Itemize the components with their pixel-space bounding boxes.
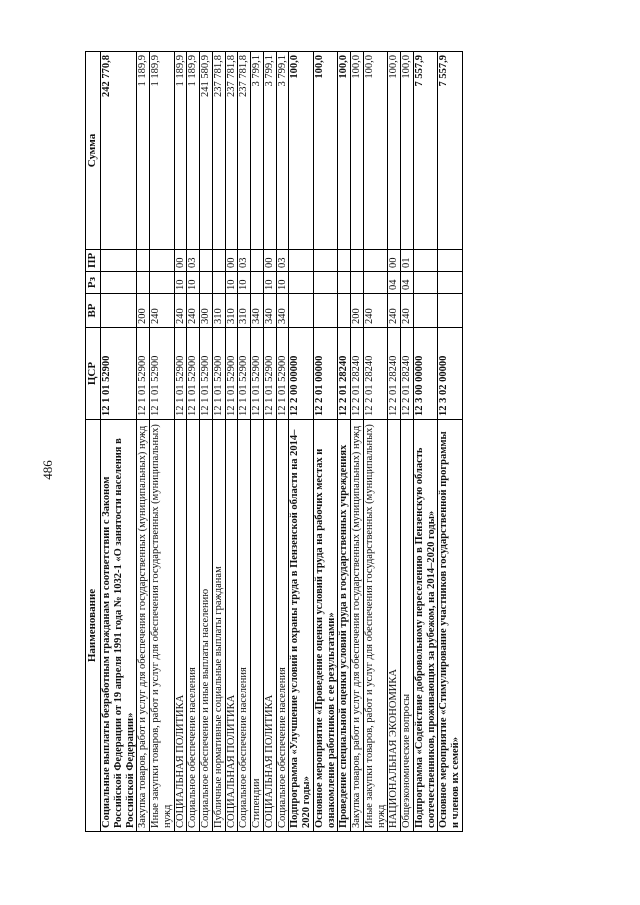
cell-vr: 340 <box>263 294 276 328</box>
cell-rz: 10 <box>174 272 187 294</box>
cell-pr <box>438 250 463 272</box>
table-row <box>351 52 364 832</box>
cell-rz <box>101 272 137 294</box>
cell-vr: 310 <box>225 294 238 328</box>
header-pr: ПР <box>86 250 101 272</box>
cell-name: Социальные выплаты безработным гражданам в соответствии с Законом Российской Федерации от 19 апреля 1991 года № 1032-1 «О занятости населения в Российской Федерации» <box>101 420 137 832</box>
cell-csr: 12 3 02 00000 <box>438 328 463 420</box>
cell-csr: 12 2 01 28240 <box>363 328 388 420</box>
cell-rz: 04 <box>401 272 414 294</box>
cell-rz <box>338 272 351 294</box>
cell-pr <box>251 250 264 272</box>
cell-rz <box>200 272 213 294</box>
cell-vr: 240 <box>174 294 187 328</box>
cell-csr: 12 1 01 52900 <box>150 328 175 420</box>
cell-csr: 12 1 01 52900 <box>225 328 238 420</box>
header-vr: ВР <box>86 294 101 328</box>
cell-vr: 240 <box>401 294 414 328</box>
cell-sum: 1 189,9 <box>150 52 175 250</box>
table-row <box>338 52 351 832</box>
cell-sum: 1 189,9 <box>174 52 187 250</box>
table-row <box>174 52 187 832</box>
cell-pr: 00 <box>263 250 276 272</box>
cell-vr: 200 <box>137 294 150 328</box>
table-row <box>413 52 438 832</box>
cell-rz <box>150 272 175 294</box>
cell-name: Закупка товаров, работ и услуг для обеспечения государственных (муниципальных) нужд <box>351 420 364 832</box>
cell-rz: 10 <box>238 272 251 294</box>
budget-table <box>85 51 463 832</box>
cell-rz <box>251 272 264 294</box>
cell-csr: 12 1 01 52900 <box>276 328 289 420</box>
cell-name: Социальное обеспечение населения <box>238 420 251 832</box>
cell-rz <box>137 272 150 294</box>
cell-pr: 03 <box>187 250 200 272</box>
cell-vr: 240 <box>363 294 388 328</box>
cell-csr: 12 1 01 52900 <box>251 328 264 420</box>
cell-sum: 3 799,1 <box>251 52 264 250</box>
cell-pr: 00 <box>388 250 401 272</box>
table-row <box>388 52 401 832</box>
cell-vr <box>313 294 338 328</box>
cell-csr: 12 1 01 52900 <box>137 328 150 420</box>
table-row <box>438 52 463 832</box>
table-row <box>225 52 238 832</box>
cell-name: Общеэкономические вопросы <box>401 420 414 832</box>
cell-pr <box>101 250 137 272</box>
cell-sum: 100,0 <box>363 52 388 250</box>
cell-name: Социальное обеспечение населения <box>276 420 289 832</box>
cell-rz: 10 <box>187 272 200 294</box>
table-row <box>101 52 137 832</box>
cell-vr <box>101 294 137 328</box>
cell-vr: 340 <box>251 294 264 328</box>
cell-name: Основное мероприятие «Стимулирование участников государственной программы и членов их семей» <box>438 420 463 832</box>
header-csr: ЦСР <box>86 328 101 420</box>
cell-name: Подпрограмма «Улучшение условий и охраны труда в Пензенской области на 2014–2020 годы» <box>289 420 314 832</box>
cell-sum: 237 781,8 <box>225 52 238 250</box>
cell-rz: 10 <box>225 272 238 294</box>
cell-csr: 12 2 01 28240 <box>351 328 364 420</box>
cell-sum: 3 799,1 <box>276 52 289 250</box>
cell-sum: 100,0 <box>338 52 351 250</box>
cell-pr: 00 <box>174 250 187 272</box>
cell-csr: 12 1 01 52900 <box>212 328 225 420</box>
cell-name: Стипендии <box>251 420 264 832</box>
cell-sum: 1 189,9 <box>137 52 150 250</box>
cell-name: Иные закупки товаров, работ и услуг для обеспечения государственных (муниципальных) нужд <box>363 420 388 832</box>
header-name: Наименование <box>86 420 101 832</box>
cell-csr: 12 2 00 00000 <box>289 328 314 420</box>
cell-rz <box>313 272 338 294</box>
cell-csr: 12 3 00 00000 <box>413 328 438 420</box>
cell-rz <box>289 272 314 294</box>
cell-sum: 3 799,1 <box>263 52 276 250</box>
cell-csr: 12 1 01 52900 <box>238 328 251 420</box>
table-header-row <box>86 52 101 832</box>
cell-name: Публичные нормативные социальные выплаты гражданам <box>212 420 225 832</box>
cell-vr: 310 <box>212 294 225 328</box>
table-row <box>251 52 264 832</box>
header-rz: Рз <box>86 272 101 294</box>
cell-csr: 12 1 01 52900 <box>187 328 200 420</box>
table-row <box>150 52 175 832</box>
table-row <box>276 52 289 832</box>
cell-vr: 340 <box>276 294 289 328</box>
cell-name: Социальное обеспечение населения <box>187 420 200 832</box>
cell-rz: 10 <box>276 272 289 294</box>
cell-name: СОЦИАЛЬНАЯ ПОЛИТИКА <box>174 420 187 832</box>
cell-sum: 242 770,8 <box>101 52 137 250</box>
cell-pr <box>413 250 438 272</box>
table-row <box>401 52 414 832</box>
cell-csr: 12 1 01 52900 <box>174 328 187 420</box>
cell-csr: 12 1 01 52900 <box>101 328 137 420</box>
cell-rz <box>413 272 438 294</box>
cell-sum: 100,0 <box>388 52 401 250</box>
table-row <box>187 52 200 832</box>
table-row <box>200 52 213 832</box>
cell-pr: 03 <box>276 250 289 272</box>
cell-csr: 12 2 01 00000 <box>313 328 338 420</box>
cell-sum: 237 781,8 <box>238 52 251 250</box>
cell-pr <box>338 250 351 272</box>
cell-vr <box>289 294 314 328</box>
cell-vr: 240 <box>150 294 175 328</box>
cell-name: Основное мероприятие «Проведение оценки условий труда на рабочих местах и ознакомление работников с ее результатами» <box>313 420 338 832</box>
cell-csr: 12 1 01 52900 <box>200 328 213 420</box>
cell-name: СОЦИАЛЬНАЯ ПОЛИТИКА <box>225 420 238 832</box>
cell-rz: 10 <box>263 272 276 294</box>
cell-name: Иные закупки товаров, работ и услуг для обеспечения государственных (муниципальных) нужд <box>150 420 175 832</box>
cell-rz <box>351 272 364 294</box>
cell-pr <box>212 250 225 272</box>
cell-vr: 200 <box>351 294 364 328</box>
cell-vr: 240 <box>388 294 401 328</box>
cell-sum: 100,0 <box>313 52 338 250</box>
cell-name: Закупка товаров, работ и услуг для обеспечения государственных (муниципальных) нужд <box>137 420 150 832</box>
cell-pr <box>313 250 338 272</box>
cell-pr <box>200 250 213 272</box>
table-row <box>313 52 338 832</box>
cell-name: СОЦИАЛЬНАЯ ПОЛИТИКА <box>263 420 276 832</box>
cell-pr: 03 <box>238 250 251 272</box>
cell-sum: 100,0 <box>289 52 314 250</box>
cell-pr <box>137 250 150 272</box>
cell-sum: 100,0 <box>401 52 414 250</box>
cell-csr: 12 2 01 28240 <box>401 328 414 420</box>
cell-name: Подпрограмма «Содействие добровольному переселению в Пензенскую область соотечественников, проживающих за рубежом, на 2014–2020 годы» <box>413 420 438 832</box>
cell-vr <box>338 294 351 328</box>
cell-name: Социальное обеспечение и иные выплаты населению <box>200 420 213 832</box>
cell-sum: 7 557,9 <box>438 52 463 250</box>
table-row <box>363 52 388 832</box>
cell-sum: 241 580,9 <box>200 52 213 250</box>
cell-pr <box>363 250 388 272</box>
table-row <box>263 52 276 832</box>
cell-rz <box>438 272 463 294</box>
cell-vr <box>438 294 463 328</box>
page-number: 486 <box>40 460 55 480</box>
cell-rz <box>212 272 225 294</box>
cell-pr <box>351 250 364 272</box>
table-row <box>238 52 251 832</box>
cell-sum: 1 189,9 <box>187 52 200 250</box>
cell-sum: 7 557,9 <box>413 52 438 250</box>
cell-sum: 100,0 <box>351 52 364 250</box>
cell-pr: 00 <box>225 250 238 272</box>
table-body <box>101 52 463 832</box>
table-row <box>289 52 314 832</box>
cell-vr: 240 <box>187 294 200 328</box>
cell-rz: 04 <box>388 272 401 294</box>
cell-csr: 12 1 01 52900 <box>263 328 276 420</box>
cell-csr: 12 2 01 28240 <box>388 328 401 420</box>
cell-pr: 01 <box>401 250 414 272</box>
cell-rz <box>363 272 388 294</box>
cell-vr: 300 <box>200 294 213 328</box>
cell-name: Проведение специальной оценки условий труда в государственных учреждениях <box>338 420 351 832</box>
cell-vr: 310 <box>238 294 251 328</box>
cell-sum: 237 781,8 <box>212 52 225 250</box>
cell-pr <box>289 250 314 272</box>
cell-name: НАЦИОНАЛЬНАЯ ЭКОНОМИКА <box>388 420 401 832</box>
budget-table-container <box>85 52 555 832</box>
cell-pr <box>150 250 175 272</box>
cell-csr: 12 2 01 28240 <box>338 328 351 420</box>
header-sum: Сумма <box>86 52 101 250</box>
table-row <box>212 52 225 832</box>
cell-vr <box>413 294 438 328</box>
table-row <box>137 52 150 832</box>
